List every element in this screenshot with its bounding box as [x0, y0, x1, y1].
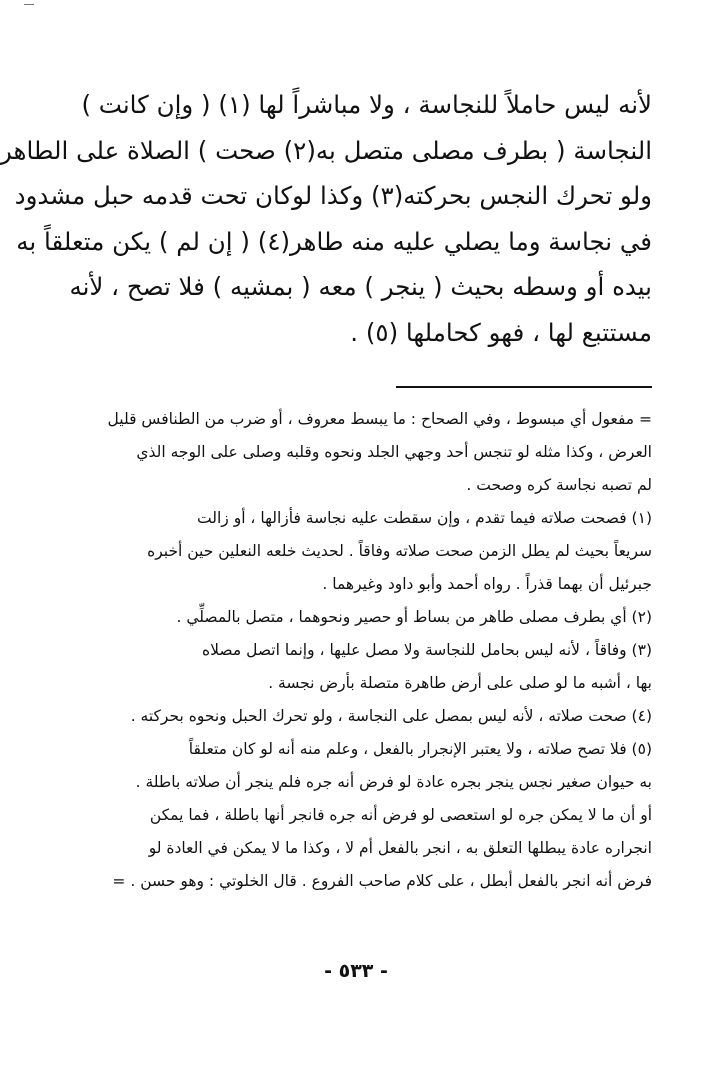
footnote-line: بها ، أشبه ما لو صلى على أرض طاهرة متصلة بأرض نجسة .	[268, 674, 652, 692]
main-text-line: ولو تحرك النجس بحركته(٣) وكذا لوكان تحت قدمه حبل مشدود	[14, 181, 652, 211]
footnote-line: (٤) صحت صلاته ، لأنه ليس بمصل على النجاسة ، ولو تحرك الحبل ونحوه بحركته .	[130, 707, 652, 725]
footnote-line: (٣) وفاقاً ، لأنه ليس بحامل للنجاسة ولا مصل عليها ، وإنما اتصل مصلاه	[202, 641, 652, 659]
footnote-line: فرض أنه انجر بالفعل أبطل ، على كلام صاحب الفروع . قال الخلوتي : وهو حسن . =	[112, 872, 652, 890]
main-text-line: النجاسة ( بطرف مصلى متصل به(٢) صحت ) الصلاة على الطاهر	[0, 135, 652, 165]
footnote-line: جبرئيل أن بهما قذراً . رواه أحمد وأبو داود وغيرهما .	[322, 575, 652, 593]
footnote-line: سريعاً بحيث لم يطل الزمن صحت صلاته وفاقاً . لحديث خلعه النعلين حين أخبره	[147, 542, 652, 560]
footnote-divider	[396, 386, 652, 388]
footnote-line: (١) فصحت صلاته فيما تقدم ، وإن سقطت عليه نجاسة فأزالها ، أو زالت	[197, 509, 652, 527]
footnote-line: لم تصبه نجاسة كره وصحت .	[466, 476, 652, 494]
footnote-line: (٥) فلا تصح صلاته ، ولا يعتبر الإنجرار بالفعل ، وعلم منه أنه لو كان متعلقاً	[188, 740, 652, 758]
main-text-line: بيده أو وسطه بحيث ( ينجر ) معه ( بمشيه ) فلا تصح ، لأنه	[69, 272, 652, 302]
footnotes-block	[62, 403, 652, 898]
footnote-line: أو أن ما لا يمكن جره لو استعصى لو فرض أنه جره فانجر أنها باطلة ، فما يمكن	[149, 806, 652, 824]
footnote-line: انجراره عادة يبطلها التعلق به ، انجر بالفعل أم لا ، وكذا ما لا يمكن في العادة لو	[148, 839, 652, 857]
footnote-line: = مفعول أي مبسوط ، وفي الصحاح : ما يبسط معروف ، أو ضرب من الطنافس قليل	[107, 410, 652, 428]
main-text-line: في نجاسة وما يصلي عليه منه طاهر(٤) ( إن لم ) يكن متعلقاً به	[16, 226, 652, 256]
footnote-line: (٢) أي بطرف مصلى طاهر من بساط أو حصير ونحوهما ، متصل بالمصلِّي .	[176, 608, 652, 626]
page-number: - ٥٣٣ -	[324, 960, 388, 982]
footnote-line: به حيوان صغير نجس ينجر بجره عادة لو فرض أنه جره فلم ينجر أن صلاته باطلة .	[135, 773, 652, 791]
main-text-block	[0, 82, 652, 356]
main-text-line: مستتبع لها ، فهو كحاملها (٥) .	[350, 317, 652, 347]
corner-mark	[24, 4, 34, 5]
footnote-line: العرض ، وكذا مثله لو تنجس أحد وجهي الجلد ونحوه وقلبه وصلى على الوجه الذي	[136, 443, 652, 461]
main-text-line: لأنه ليس حاملاً للنجاسة ، ولا مباشراً لها (١) ( وإن كانت )	[81, 90, 652, 119]
